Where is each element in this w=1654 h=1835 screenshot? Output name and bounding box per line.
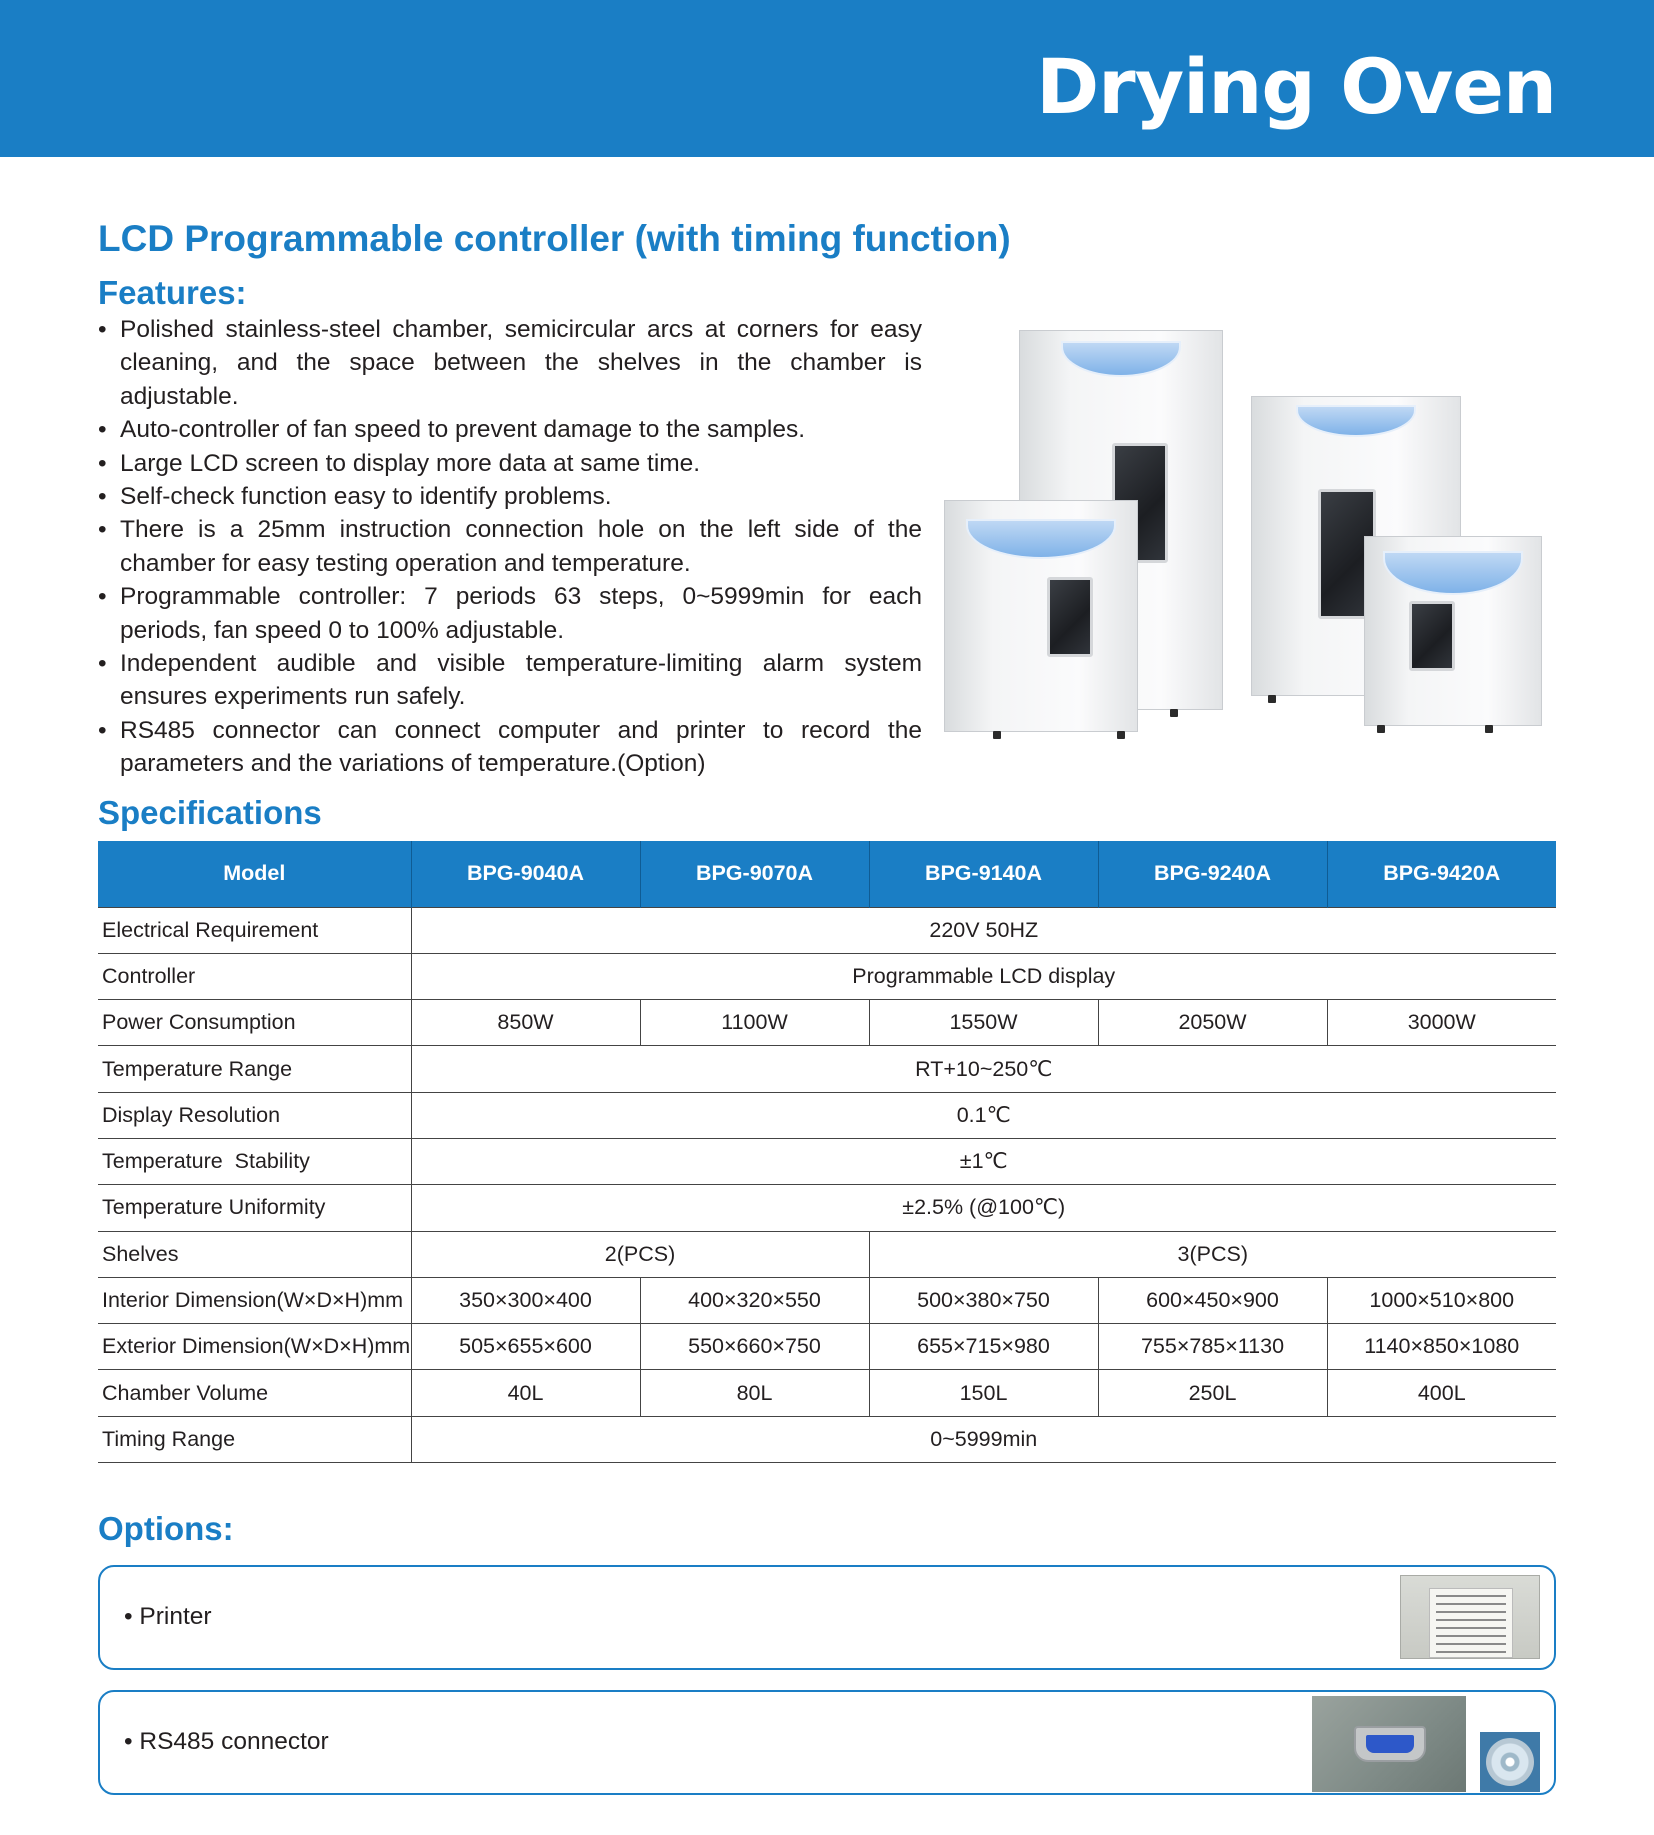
table-row: [98, 907, 1556, 953]
table-cell: 0.1℃: [411, 1092, 1556, 1138]
table-cell: 40L: [411, 1370, 640, 1416]
table-row: [98, 1231, 1556, 1277]
header-band: [0, 0, 1654, 157]
table-cell: 755×785×1130: [1098, 1324, 1327, 1370]
specifications-table: [98, 841, 1556, 1463]
specifications-heading: Specifications: [98, 794, 322, 831]
row-label: Controller: [98, 953, 411, 999]
feature-item: • There is a 25mm instruction connection hole on the left side of the chamber for easy testing operation and temperature.: [98, 513, 922, 580]
table-cell: Programmable LCD display: [411, 953, 1556, 999]
table-header-row: [98, 841, 1556, 907]
table-cell: RT+10~250℃: [411, 1046, 1556, 1092]
product-subtitle: LCD Programmable controller (with timing function): [98, 218, 1011, 259]
table-cell: 1000×510×800: [1327, 1277, 1556, 1323]
row-label: Shelves: [98, 1231, 411, 1277]
table-cell: 600×450×900: [1098, 1277, 1327, 1323]
column-header-bpg-9240a: BPG-9240A: [1098, 841, 1327, 907]
rs485-connector-image: [1312, 1696, 1466, 1792]
option-rs485-label: • RS485 connector: [124, 1728, 329, 1756]
row-label: Temperature Uniformity: [98, 1185, 411, 1231]
table-cell: 150L: [869, 1370, 1098, 1416]
row-label: Electrical Requirement: [98, 907, 411, 953]
table-cell: 550×660×750: [640, 1324, 869, 1370]
row-label: Exterior Dimension(W×D×H)mm: [98, 1324, 411, 1370]
table-cell: 400L: [1327, 1370, 1556, 1416]
table-row: [98, 1324, 1556, 1370]
column-header-bpg-9420a: BPG-9420A: [1327, 841, 1556, 907]
table-cell: 2050W: [1098, 1000, 1327, 1046]
option-rs485: [98, 1690, 1556, 1795]
table-row: [98, 1185, 1556, 1231]
table-row: [98, 1277, 1556, 1323]
table-cell: ±2.5% (@100℃): [411, 1185, 1556, 1231]
feature-item: • Large LCD screen to display more data at same time.: [98, 447, 922, 480]
page-title: Drying Oven: [1036, 42, 1556, 131]
table-cell: 655×715×980: [869, 1324, 1098, 1370]
table-row: [98, 953, 1556, 999]
table-cell: 3000W: [1327, 1000, 1556, 1046]
cd-disc-icon: [1480, 1732, 1540, 1792]
table-cell: 1100W: [640, 1000, 869, 1046]
row-label: Interior Dimension(W×D×H)mm: [98, 1277, 411, 1323]
table-cell: 250L: [1098, 1370, 1327, 1416]
table-cell: 350×300×400: [411, 1277, 640, 1323]
table-cell: 400×320×550: [640, 1277, 869, 1323]
table-cell: 500×380×750: [869, 1277, 1098, 1323]
table-row: [98, 1138, 1556, 1184]
table-row: [98, 1370, 1556, 1416]
feature-item: • Programmable controller: 7 periods 63 steps, 0~5999min for each periods, fan speed 0 to 100% adjustable.: [98, 580, 922, 647]
features-heading: Features:: [98, 274, 247, 311]
feature-item: • Polished stainless-steel chamber, semicircular arcs at corners for easy cleaning, and the space between the shelves in the chamber is adjustable.: [98, 313, 922, 413]
feature-item: • Auto-controller of fan speed to prevent damage to the samples.: [98, 413, 922, 446]
option-printer-label: • Printer: [124, 1603, 212, 1631]
oven-small-left: [944, 500, 1138, 732]
row-label: Temperature Range: [98, 1046, 411, 1092]
column-header-bpg-9040a: BPG-9040A: [411, 841, 640, 907]
row-label: Chamber Volume: [98, 1370, 411, 1416]
table-row: [98, 1000, 1556, 1046]
feature-item: • RS485 connector can connect computer and printer to record the parameters and the variations of temperature.(Option): [98, 714, 922, 781]
table-row: [98, 1046, 1556, 1092]
row-label: Temperature Stability: [98, 1138, 411, 1184]
table-cell: 505×655×600: [411, 1324, 640, 1370]
product-photo-ovens: [944, 318, 1556, 750]
column-header-model: Model: [98, 841, 411, 907]
table-cell: 850W: [411, 1000, 640, 1046]
table-cell: 0~5999min: [411, 1416, 1556, 1462]
table-cell: 3(PCS): [869, 1231, 1556, 1277]
options-heading: Options:: [98, 1510, 234, 1547]
table-cell: 80L: [640, 1370, 869, 1416]
oven-small-right: [1364, 536, 1542, 726]
column-header-bpg-9070a: BPG-9070A: [640, 841, 869, 907]
table-cell: 2(PCS): [411, 1231, 869, 1277]
row-label: Timing Range: [98, 1416, 411, 1462]
table-cell: 1550W: [869, 1000, 1098, 1046]
table-cell: 220V 50HZ: [411, 907, 1556, 953]
row-label: Power Consumption: [98, 1000, 411, 1046]
features-list: [98, 313, 922, 781]
option-printer: [98, 1565, 1556, 1670]
table-cell: 1140×850×1080: [1327, 1324, 1556, 1370]
feature-item: • Self-check function easy to identify problems.: [98, 480, 922, 513]
table-row: [98, 1416, 1556, 1462]
table-cell: ±1℃: [411, 1138, 1556, 1184]
feature-item: • Independent audible and visible temperature-limiting alarm system ensures experiments run safely.: [98, 647, 922, 714]
column-header-bpg-9140a: BPG-9140A: [869, 841, 1098, 907]
row-label: Display Resolution: [98, 1092, 411, 1138]
printer-image: [1400, 1575, 1540, 1659]
table-row: [98, 1092, 1556, 1138]
